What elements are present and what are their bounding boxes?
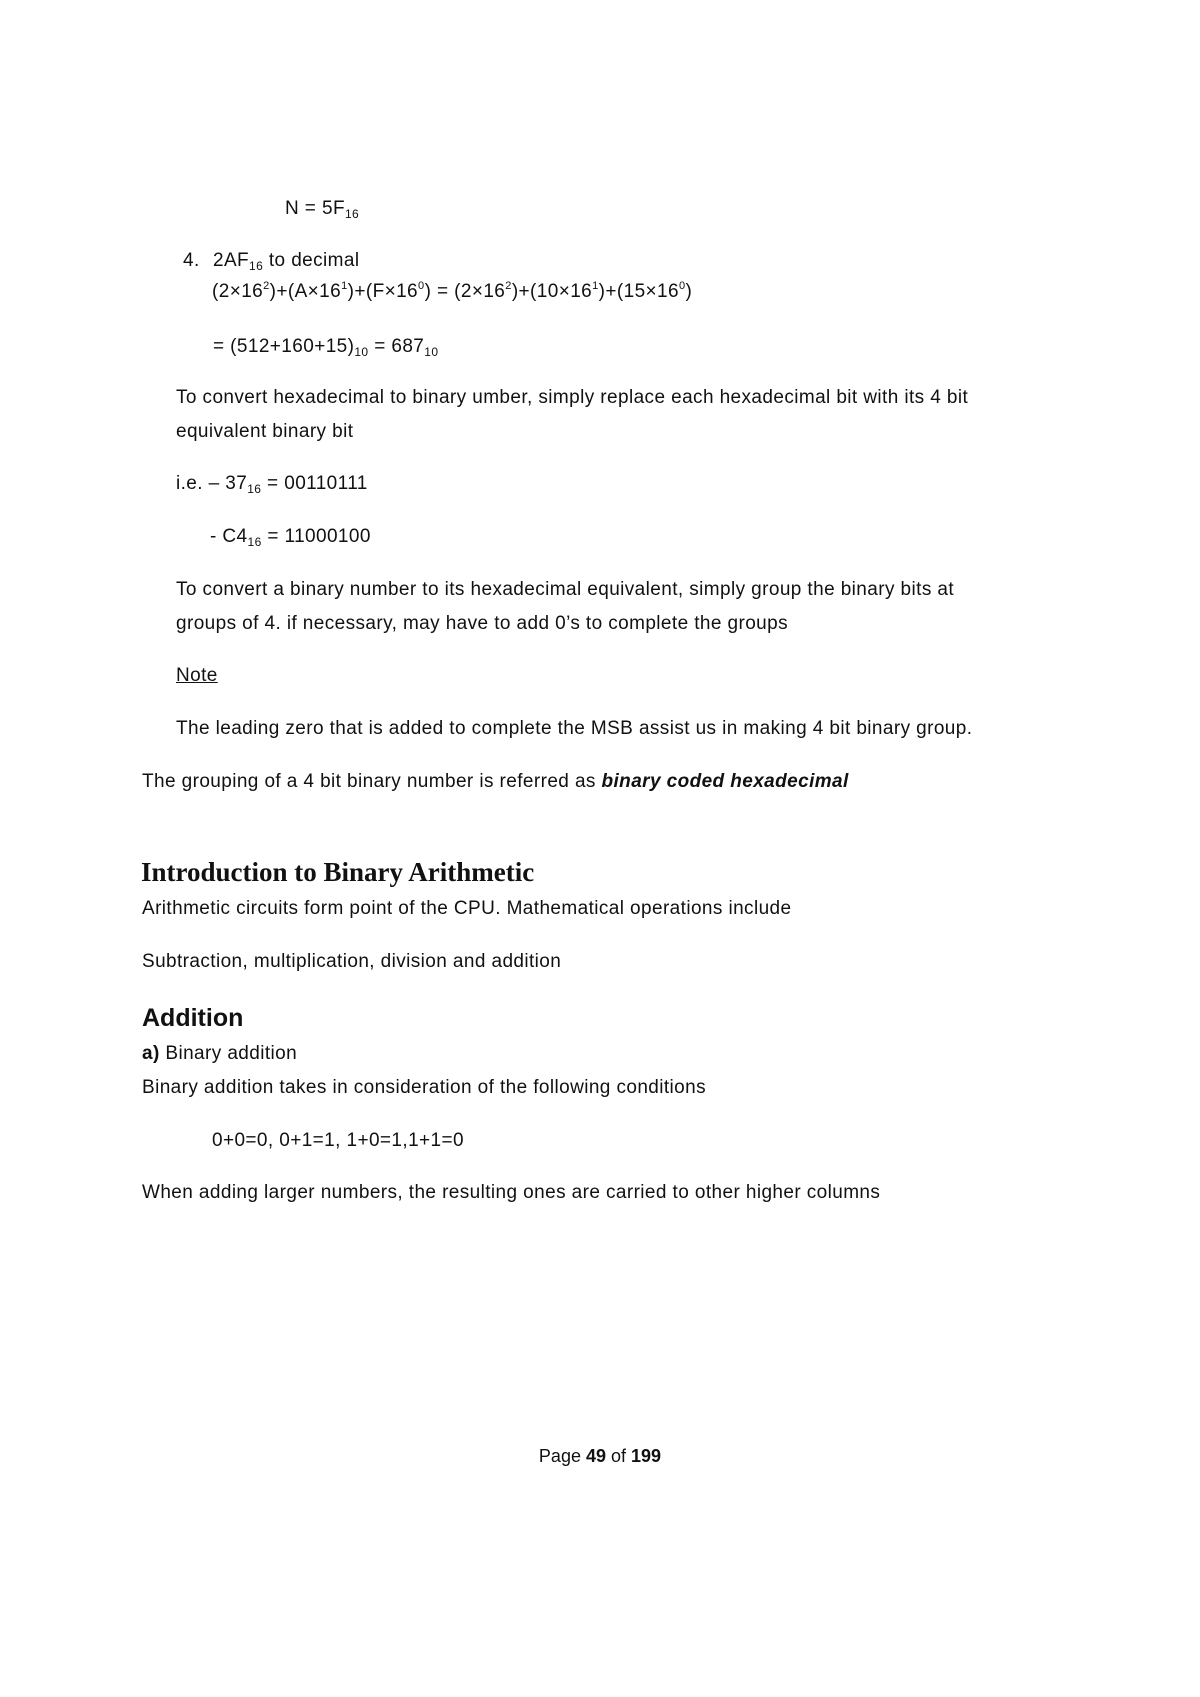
addition-heading: Addition bbox=[142, 1004, 244, 1032]
n-line-text: N = 5F bbox=[285, 198, 345, 219]
intro-line-2: Subtraction, multiplication, division and addition bbox=[142, 951, 562, 972]
addition-rules: 0+0=0, 0+1=1, 1+0=1,1+1=0 bbox=[212, 1130, 464, 1151]
example-4-lead: 2AF bbox=[213, 250, 250, 271]
grouping-line bbox=[142, 770, 849, 794]
footer-page-word: Page bbox=[538, 1446, 586, 1466]
hex-to-binary-line-1: To convert hexadecimal to binary umber, simply replace each hexadecimal bit with its 4 bit bbox=[176, 387, 969, 408]
addition-carry: When adding larger numbers, the resulting ones are carried to other higher columns bbox=[142, 1182, 881, 1203]
example-4-title bbox=[213, 249, 359, 273]
footer-total-pages: 199 bbox=[631, 1446, 662, 1466]
hex-to-binary-line-2: equivalent binary bit bbox=[176, 421, 354, 442]
example-4-number: 4. bbox=[183, 250, 200, 271]
footer-of-word: of bbox=[606, 1446, 632, 1466]
binary-addition-text: Binary addition bbox=[159, 1043, 298, 1064]
example-37-hex: i.e. – $37_{16} = 00110111$ bbox=[176, 473, 368, 496]
example-4-result: = $(512+160+15)_{10} = 687_{10}$ bbox=[213, 336, 439, 359]
intro-line-1: Arithmetic circuits form point of the CPU. Mathematical operations include bbox=[142, 898, 792, 919]
addition-conditions: Binary addition takes in consideration of the following conditions bbox=[142, 1077, 707, 1098]
binary-to-hex-line-1: To convert a binary number to its hexadecimal equivalent, simply group the binary bits at bbox=[176, 579, 955, 600]
binary-to-hex-line-2: groups of 4. if necessary, may have to add 0’s to complete the groups bbox=[176, 613, 789, 634]
binary-addition-label: a) bbox=[142, 1043, 160, 1064]
grouping-prefix: The grouping of a 4 bit binary number is referred as bbox=[142, 771, 602, 792]
example-4-expansion: $(2\times 16^2)+(A\times 16^1)+(F\times 16^0) = (2\times 16^2)+(10\times 16^1)+(15\times 16^0)$ bbox=[212, 280, 693, 302]
note-label: Note bbox=[176, 665, 218, 686]
example-4-lead-sub: 16 bbox=[249, 259, 264, 273]
example-4-rest: to decimal bbox=[263, 250, 360, 271]
n-line-sub: 16 bbox=[344, 207, 360, 221]
grouping-emphasis: binary coded hexadecimal bbox=[601, 771, 849, 792]
page-footer bbox=[0, 1445, 1200, 1467]
footer-page-number: 49 bbox=[585, 1446, 606, 1466]
n-equals-line bbox=[285, 197, 359, 221]
intro-heading: Introduction to Binary Arithmetic bbox=[141, 857, 535, 887]
binary-addition-subheading bbox=[142, 1042, 297, 1066]
note-text: The leading zero that is added to complete the MSB assist us in making 4 bit binary group. bbox=[176, 718, 973, 739]
example-c4-hex: - $C4_{16} = 11000100$ bbox=[210, 526, 371, 549]
